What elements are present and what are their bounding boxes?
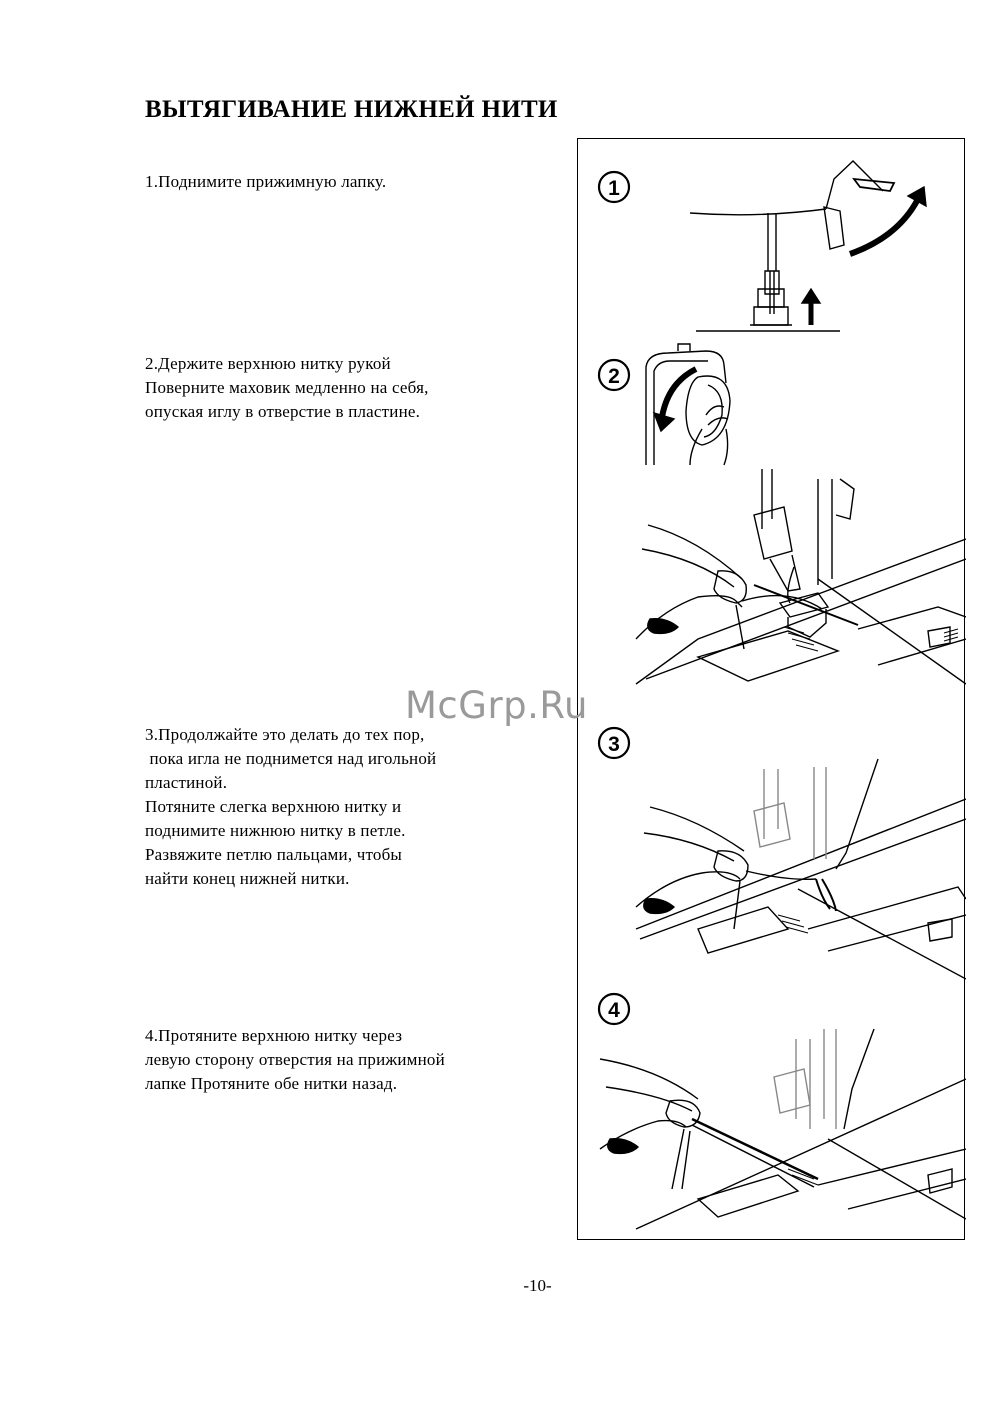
step-1-text: [145, 170, 545, 194]
svg-text:4: 4: [608, 999, 620, 1022]
step-3-line: найти конец нижней нитки.: [145, 869, 350, 888]
step-4-line: 4.Протяните верхнюю нитку через: [145, 1026, 403, 1045]
figure-step-4: [599, 994, 966, 1229]
step-3-line: 3.Продолжайте это делать до тех пор,: [145, 725, 425, 744]
watermark: McGrp.Ru: [405, 684, 588, 727]
svg-text:2: 2: [608, 365, 620, 388]
step-3-text: [145, 723, 545, 891]
figure-step-2: [599, 344, 730, 465]
handwheel-illustration-icon: [646, 344, 730, 465]
step-3-line: пока игла не поднимется над игольной: [145, 749, 437, 768]
step-4-badge-icon: [599, 994, 629, 1024]
threads-backward-illustration-icon: [600, 1029, 966, 1229]
step-3-line: пластиной.: [145, 773, 228, 792]
needle-down-illustration-icon: [636, 469, 966, 684]
svg-text:3: 3: [608, 733, 620, 756]
illustration-panel: [577, 138, 965, 1240]
step-4-text: [145, 1024, 545, 1096]
step-3-line: Развяжите петлю пальцами, чтобы: [145, 845, 403, 864]
figure-step-1: [599, 161, 926, 331]
figure-step-3: [599, 728, 966, 979]
lower-thread-loop-illustration-icon: [636, 759, 966, 979]
step-3-line: поднимите нижнюю нитку в петле.: [145, 821, 406, 840]
step-3-badge-icon: [599, 728, 629, 758]
figure-step-2b: [636, 469, 966, 684]
step-2-line: Поверните маховик медленно на себя,: [145, 378, 429, 397]
step-2-text: [145, 352, 545, 424]
step-2-line: опуская иглу в отверстие в пластине.: [145, 402, 421, 421]
step-1-badge-icon: [599, 172, 629, 202]
presser-foot-raise-illustration-icon: [690, 161, 926, 331]
step-4-line: лапке Протяните обе нитки назад.: [145, 1074, 398, 1093]
svg-text:1: 1: [608, 177, 620, 200]
step-1-line: 1.Поднимите прижимную лапку.: [145, 172, 387, 191]
step-3-line: Потяните слегка верхнюю нитку и: [145, 797, 402, 816]
step-4-line: левую сторону отверстия на прижимной: [145, 1050, 445, 1069]
step-2-line: 2.Держите верхнюю нитку рукой: [145, 354, 391, 373]
page-number: -10-: [523, 1276, 552, 1295]
page-title: ВЫТЯГИВАНИЕ НИЖНЕЙ НИТИ: [145, 96, 558, 123]
step-2-badge-icon: [599, 360, 629, 390]
